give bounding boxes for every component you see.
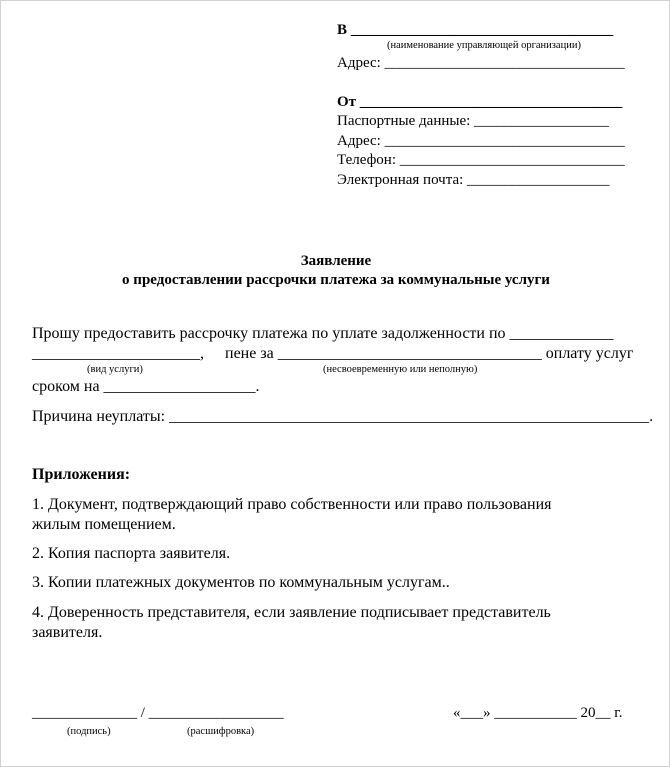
- org-caption: (наименование управляющей организации): [387, 40, 581, 51]
- attachments-heading: Приложения:: [32, 466, 131, 483]
- request-line-3-term: сроком на ___________________.: [32, 378, 260, 395]
- document-title: Заявление: [300, 253, 372, 269]
- address-line: Адрес: ________________________________: [337, 133, 625, 149]
- signature-line: ______________ / __________________: [32, 705, 284, 721]
- request-line-1: Прошу предоставить рассрочку платежа по уплате задолженности по _____________: [32, 325, 614, 342]
- request-line-2-penalty: пене за _________________________________ оплату услуг: [225, 345, 634, 362]
- attachment-item-2: 2. Копия паспорта заявителя.: [32, 545, 231, 562]
- phone-line: Телефон: ______________________________: [337, 152, 625, 168]
- org-address-line: Адрес: ________________________________: [337, 55, 625, 71]
- caption-service-type: (вид услуги): [87, 364, 143, 375]
- attachment-item-4: 4. Доверенность представителя, если заявление подписывает представитель: [32, 604, 551, 621]
- reason-line: Причина неуплаты: ____________________________________________________________.: [32, 408, 654, 425]
- caption-signature: (подпись): [67, 726, 111, 737]
- date-line: «___» ___________ 20__ г.: [453, 705, 623, 721]
- attachment-item-1: 1. Документ, подтверждающий право собственности или право пользования: [32, 496, 552, 513]
- caption-decoding: (расшифровка): [187, 726, 255, 737]
- attachment-item-1-cont: жилым помещением.: [32, 516, 176, 533]
- caption-payment-type: (несвоевременную или неполную): [323, 364, 478, 375]
- to-line: В ___________________________________: [337, 22, 614, 38]
- document-subtitle: о предоставлении рассрочки платежа за коммунальные услуги: [122, 272, 550, 288]
- attachment-item-3: 3. Копии платежных документов по коммунальным услугам..: [32, 574, 450, 591]
- email-line: Электронная почта: ___________________: [337, 172, 610, 188]
- request-line-2-service: _____________________,: [32, 345, 204, 362]
- attachment-item-4-cont: заявителя.: [32, 624, 103, 641]
- from-line: От ___________________________________: [337, 94, 623, 110]
- passport-line: Паспортные данные: __________________: [337, 113, 610, 129]
